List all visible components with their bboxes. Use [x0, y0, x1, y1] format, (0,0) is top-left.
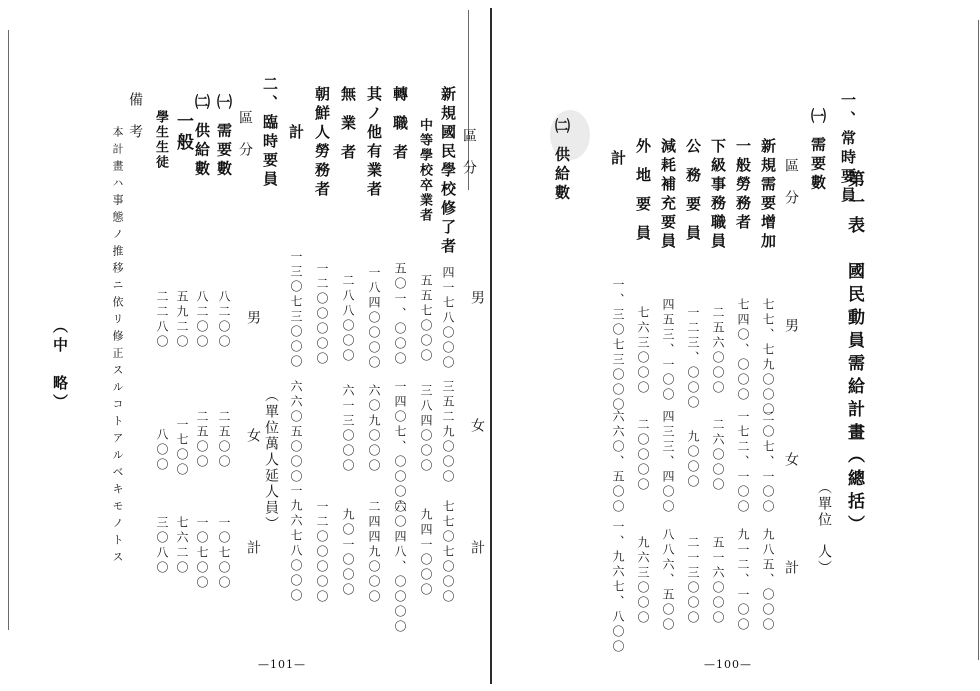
- row-male: 七七、七九〇〇〇: [761, 298, 775, 418]
- subsection-heading: ㈡ 供給數: [553, 118, 571, 204]
- row-total: 九六三〇〇〇: [636, 536, 650, 626]
- section-heading: 一、常時要員: [839, 92, 857, 206]
- row-male: 一三〇七三〇〇〇: [289, 250, 303, 370]
- row-female: 二〇七、一〇〇: [761, 410, 775, 515]
- row-label-total: 計: [609, 150, 627, 169]
- row-female: 一四〇七、〇〇〇〇: [393, 380, 407, 515]
- row-female: 一七二、一〇〇: [736, 410, 750, 515]
- col-header-female: 女: [469, 418, 485, 434]
- scan-line: [978, 20, 979, 660]
- row-total: 九〇一〇〇〇: [341, 508, 355, 598]
- row-male: 一八四〇〇〇〇: [367, 266, 381, 371]
- row-total: 九四一〇〇〇: [419, 508, 433, 598]
- note-label: 備 考: [127, 92, 143, 140]
- row-label: 轉職者: [391, 86, 409, 173]
- row-male: 一二三、〇〇〇: [686, 306, 700, 411]
- row-male: 五〇一、〇〇〇: [393, 262, 407, 367]
- row-label: 朝鮮人勞務者: [313, 86, 331, 200]
- col-header-female: 女: [783, 452, 799, 468]
- row-female: 二五〇〇: [195, 410, 209, 470]
- row-female: 六〇九〇〇〇: [367, 384, 381, 474]
- row-total: 二一三〇〇〇: [686, 536, 700, 626]
- row-female: 二五〇〇: [217, 410, 231, 470]
- table-title: 第一表 國民動員需給計畫（總括）: [844, 170, 864, 538]
- row-total: 三〇八〇: [155, 516, 169, 576]
- col-header-total: 計: [245, 540, 261, 556]
- row-female: 二六〇〇〇: [711, 418, 725, 493]
- row-total: 一〇七〇〇: [217, 516, 231, 591]
- page-number: —101—: [258, 658, 306, 671]
- row-total: 一、九六七、八〇〇: [611, 520, 625, 655]
- unit-note: （單位 人）: [816, 480, 832, 576]
- row-male: 七六三〇〇〇: [636, 306, 650, 396]
- row-label: 中等學校卒業者: [417, 118, 432, 223]
- row-label: 外地要員: [634, 138, 652, 254]
- row-label-total: 計: [287, 124, 305, 143]
- row-total: 二四四九〇〇〇: [367, 500, 381, 605]
- row-female: 九〇〇〇: [686, 430, 700, 490]
- row-label: 一般: [173, 112, 193, 154]
- row-total: 九八五、〇〇〇: [761, 528, 775, 633]
- col-header-female: 女: [245, 428, 261, 444]
- col-header-male: 男: [469, 290, 485, 306]
- row-male: 八二〇〇: [195, 290, 209, 350]
- row-male: 八二〇〇: [217, 290, 231, 350]
- row-label: ㈠ 需要數: [215, 94, 233, 180]
- page-100: [492, 0, 980, 691]
- row-label: ㈡ 供給數: [193, 94, 211, 180]
- row-label: 新規需要增加: [759, 138, 777, 252]
- section-heading: 二、臨時要員: [261, 76, 279, 190]
- row-total: 一〇七〇〇: [195, 516, 209, 591]
- col-header-male: 男: [245, 310, 261, 326]
- row-label: 減耗補充要員: [659, 138, 677, 252]
- row-label: 公務要員: [684, 138, 702, 254]
- row-female: 三五二九〇〇〇: [441, 380, 455, 485]
- scan-line: [8, 30, 9, 630]
- row-female: 八〇〇: [155, 428, 169, 473]
- note-text: 本計畫ハ事態ノ推移ニ依リ修正スルコトアルベキモノトス: [111, 126, 124, 568]
- row-male: 四一七八〇〇〇: [441, 266, 455, 371]
- row-label: 下級事務職員: [709, 138, 727, 252]
- row-male: 二五六〇〇〇: [711, 306, 725, 396]
- col-header-male: 男: [783, 318, 799, 334]
- row-total: 五一六〇〇〇: [711, 536, 725, 626]
- row-female: 二〇〇〇〇: [636, 418, 650, 493]
- row-male: 一、三〇七三〇〇〇: [611, 278, 625, 413]
- row-label: 新規國民學校修了者: [439, 86, 457, 257]
- row-male: 一二〇〇〇〇〇: [315, 262, 329, 367]
- unit-note: （單位萬人延人員）: [263, 388, 279, 532]
- row-total: 八八六、五〇〇: [661, 528, 675, 633]
- col-header-category: 區 分: [237, 110, 253, 158]
- row-total: 一九六七八〇〇〇: [289, 484, 303, 604]
- row-label: 其ノ他有業者: [365, 86, 383, 200]
- row-label: 一般勞務者: [734, 138, 752, 233]
- row-label: 無業者: [339, 86, 357, 173]
- row-male: 五五七〇〇〇: [419, 274, 433, 364]
- omitted-marker: （中 略）: [51, 318, 69, 413]
- row-total: 六〇四八、〇〇〇〇: [393, 500, 407, 635]
- col-header-total: 計: [469, 540, 485, 556]
- row-male: 四五三、一〇〇: [661, 298, 675, 403]
- row-male: 五九二〇: [175, 290, 189, 350]
- col-header-total: 計: [783, 560, 799, 576]
- row-total: 七七〇七〇〇〇: [441, 500, 455, 605]
- row-female: 六六〇五〇〇〇: [289, 380, 303, 485]
- col-header-category: 區 分: [783, 158, 799, 206]
- subsection-heading: ㈠ 需要數: [809, 108, 827, 194]
- row-total: 七六二〇: [175, 516, 189, 576]
- row-female: 六一三〇〇〇: [341, 384, 355, 474]
- row-total: 九一二、一〇〇: [736, 528, 750, 633]
- row-male: 二八八〇〇〇: [341, 274, 355, 364]
- page-number: —100—: [704, 658, 752, 671]
- row-female: 六六〇、五〇〇: [611, 410, 625, 515]
- row-male: 二二八〇: [155, 290, 169, 350]
- col-header-category: 區 分: [461, 128, 477, 176]
- row-label: 學生生徒: [153, 110, 168, 170]
- row-female: 三八四〇〇〇: [419, 384, 433, 474]
- scan-smudge: [550, 110, 590, 160]
- row-female: 一七〇〇: [175, 418, 189, 478]
- row-male: 七四〇、〇〇〇: [736, 298, 750, 403]
- row-total: 一二〇〇〇〇〇: [315, 500, 329, 605]
- row-female: 四三三、四〇〇: [661, 410, 675, 515]
